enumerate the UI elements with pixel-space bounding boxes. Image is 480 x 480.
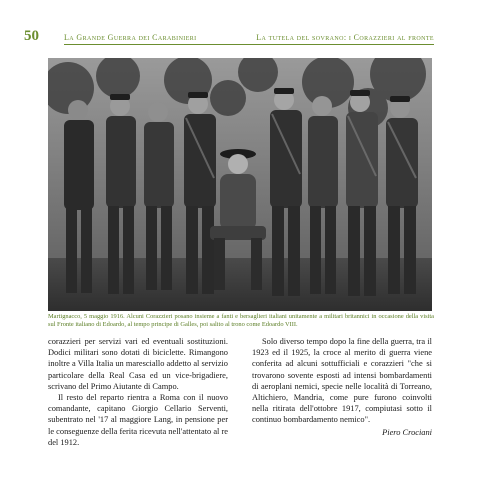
paragraph: corazzieri per servizi vari ed eventuali sostituzioni. Dodici militari sono dotati di biciclette. Rimangono inoltre a Villa Italia un maresciallo addetto al servizio particolare della Real Casa ed un vice-brigadiere, scrivano del Primo Aiutante di Campo. xyxy=(48,337,228,391)
running-title-left: La Grande Guerra dei Carabinieri xyxy=(64,33,197,42)
author-signature: Piero Crociani xyxy=(382,427,432,437)
page-header xyxy=(24,30,434,48)
paragraph: Solo diverso tempo dopo la fine della guerra, tra il 1923 ed il 1925, la croce al merito di guerra viene conferita ad alcuni sottufficiali e corazzieri "che si trovarono sovente esposti ad intensi bombardamenti di aeroplani nemici, specie nelle località di Torreano, Altichiero, Mandria, come pure furono coinvolti nella ritirata dell'ottobre 1917, compiutasi sotto il continuo bombardamento nemico". xyxy=(252,337,432,425)
photo-illustration xyxy=(48,58,432,311)
paragraph: Il resto del reparto rientra a Roma con il nuovo comandante, capitano Giorgio Cellario Serventi, subentrato nel '17 al maggiore Lang, in pensione per le conseguenze della ferita ricevuta nell'attentato al re del 1912. xyxy=(48,393,228,447)
page-number: 50 xyxy=(24,28,39,44)
historical-group-photo xyxy=(48,58,432,311)
text-column-right xyxy=(252,336,432,438)
text-column-left xyxy=(48,336,228,448)
photo-caption: Martignacco, 5 maggio 1916. Alcuni Corazzieri posano insieme a fanti e bersaglieri italiani unitamente a militari britannici in occasione della visita sul Fronte italiano di Edoardo, al tempo principe di Galles, poi salito al trono come Edoardo VIII. xyxy=(48,313,434,329)
running-title-right: La tutela del sovrano: i Corazzieri al fronte xyxy=(256,33,434,42)
header-rule xyxy=(64,44,434,45)
